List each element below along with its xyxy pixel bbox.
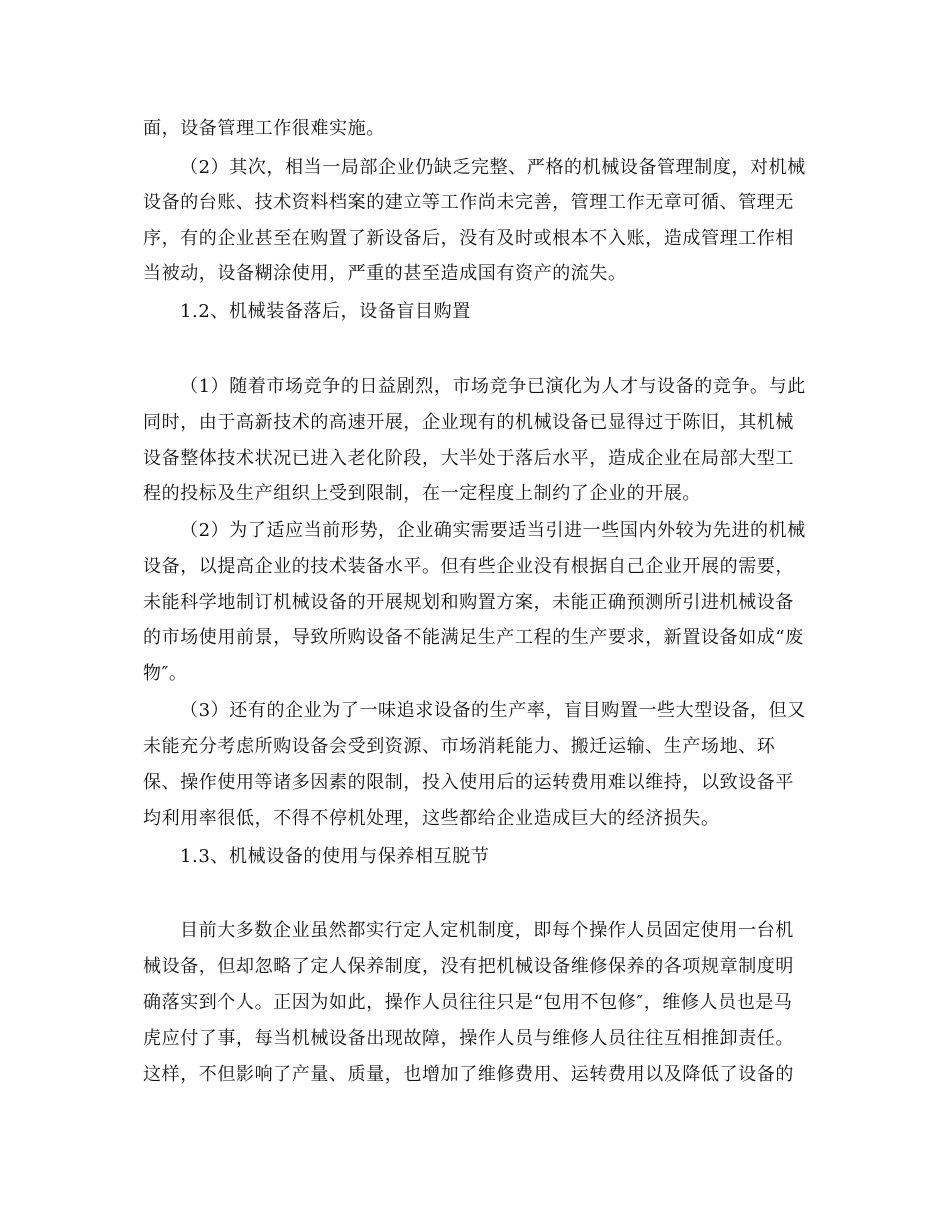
text-line: 同时，由于高新技术的高速开展，企业现有的机械设备已显得过于陈旧，其机械 [143,412,794,433]
text-line: 序，有的企业甚至在购置了新设备后，没有及时或根本不入账，造成管理工作相 [143,228,794,249]
text-line: 未能科学地制订机械设备的开展规划和购置方案，未能正确预测所引进机械设备 [143,592,794,613]
text-line: 的市场使用前景，导致所购设备不能满足生产工程的生产要求，新置设备如成“废 [143,627,804,648]
text-line: 设备的台账、技术资料档案的建立等工作尚未完善，管理工作无章可循、管理无 [143,192,794,213]
paragraph-start: 目前大多数企业虽然都实行定人定机制度，即每个操作人员固定使用一台机 [180,920,794,941]
text-line: 这样，不但影响了产量、质量，也增加了维修费用、运转费用以及降低了设备的 [143,1064,794,1085]
paragraph-start: （2）为了适应当前形势，企业确实需要适当引进一些国内外较为先进的机械 [180,520,806,541]
paragraph-start: （2）其次，相当一局部企业仍缺乏完整、严格的机械设备管理制度，对机械 [180,157,806,178]
text-line: 设备整体技术状况已进入老化阶段，大半处于落后水平，造成企业在局部大型工 [143,448,794,469]
text-line: 械设备，但却忽略了定人保养制度，没有把机械设备维修保养的各项规章制度明 [143,956,794,977]
text-line: 当被动，设备糊涂使用，严重的甚至造成国有资产的流失。 [143,263,627,284]
text-line: 未能充分考虑所购设备会受到资源、市场消耗能力、搬迁运输、生产场地、环 [143,736,776,757]
text-line: 虎应付了事，每当机械设备出现故障，操作人员与维修人员往往互相推卸责任。 [143,1028,794,1049]
text-line: 物″。 [143,663,188,684]
paragraph-start: （3）还有的企业为了一味追求设备的生产率，盲目购置一些大型设备，但又 [180,700,806,721]
text-line: 程的投标及生产组织上受到限制，在一定程度上制约了企业的开展。 [143,483,701,504]
section-heading: 1.3、机械设备的使用与保养相互脱节 [180,846,490,867]
text-line: 设备，以提高企业的技术装备水平。但有些企业没有根据自己企业开展的需要， [143,556,794,577]
text-line: 面，设备管理工作很难实施。 [143,118,385,139]
text-line: 均利用率很低，不得不停机处理，这些都给企业造成巨大的经济损失。 [143,808,720,829]
text-line: 确落实到个人。正因为如此，操作人员往往只是“包用不包修″，维修人员也是马 [143,992,793,1013]
paragraph-start: （1）随着市场竞争的日益剧烈，市场竞争已演化为人才与设备的竞争。与此 [180,376,806,397]
text-line: 保、操作使用等诸多因素的限制，投入使用后的运转费用难以维持，以致设备平 [143,772,794,793]
section-heading: 1.2、机械装备落后，设备盲目购置 [180,301,471,322]
